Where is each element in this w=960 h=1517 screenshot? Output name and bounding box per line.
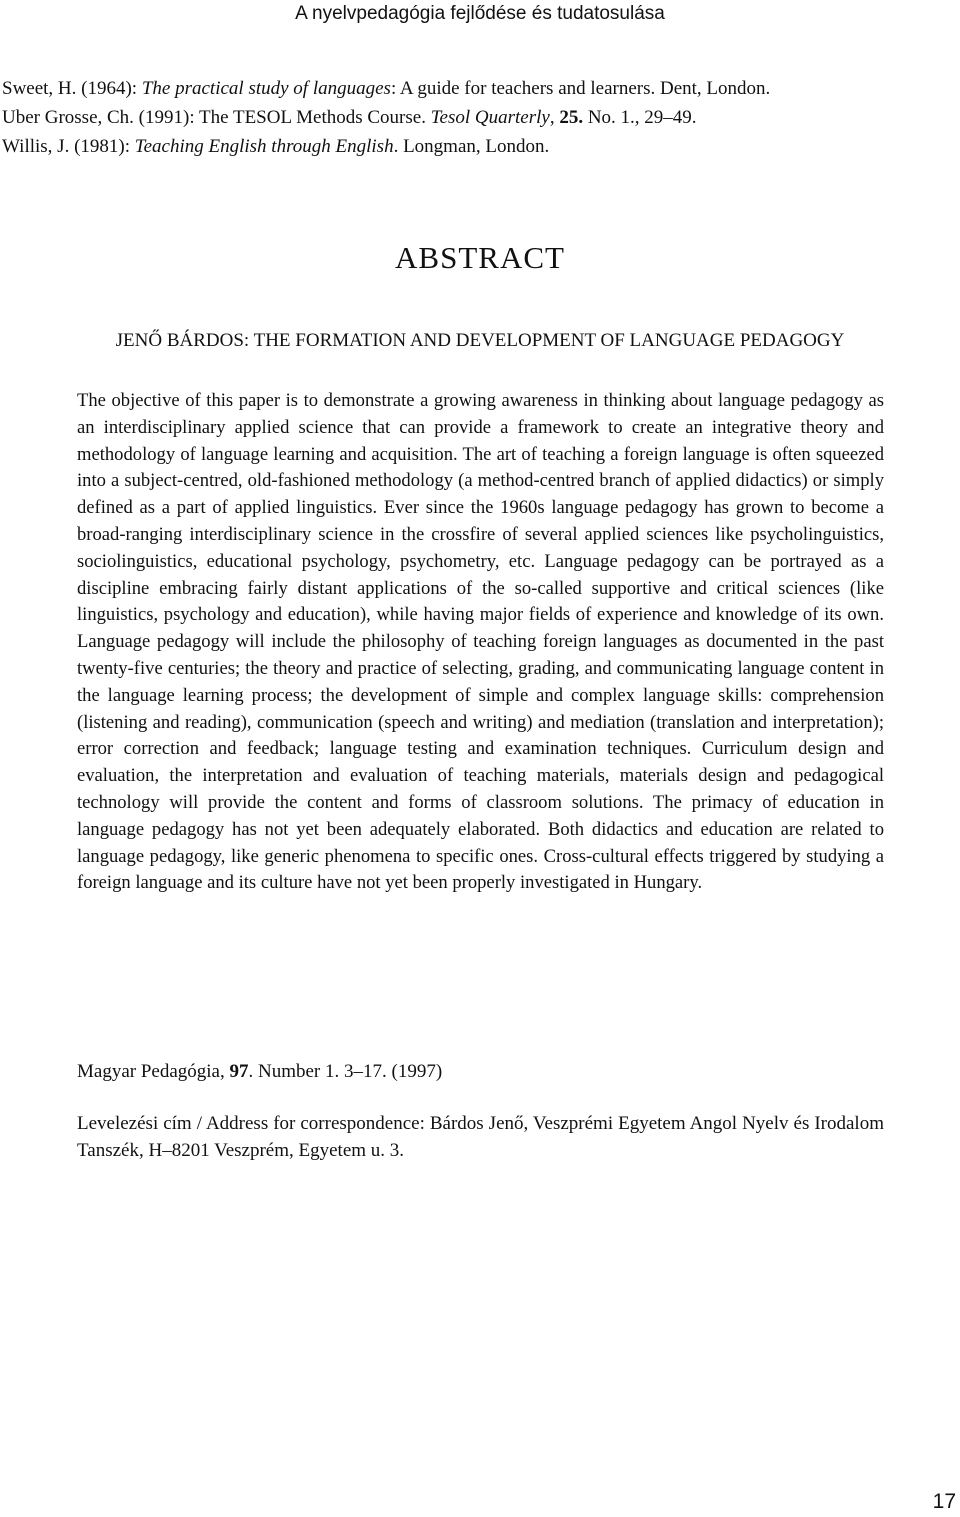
reference-list bbox=[2, 74, 902, 161]
page-number: 17 bbox=[932, 1490, 956, 1513]
reference-item: Uber Grosse, Ch. (1991): The TESOL Methods Course. Tesol Quarterly, 25. No. 1., 29–49. bbox=[2, 107, 697, 128]
reference-item: Sweet, H. (1964): The practical study of languages: A guide for teachers and learners. Dent, London. bbox=[2, 78, 771, 99]
abstract-subtitle: JENŐ BÁRDOS: THE FORMATION AND DEVELOPMENT OF LANGUAGE PEDAGOGY bbox=[115, 330, 845, 351]
journal-citation: Magyar Pedagógia, 97. Number 1. 3–17. (1997) bbox=[77, 1061, 443, 1082]
abstract-body: The objective of this paper is to demonstrate a growing awareness in thinking about language pedagogy as an interdisciplinary applied science that can provide a framework to create an integrative theory and methodology of language learning and acquisition. The art of teaching a foreign language is often squeezed into a subject-centred, old-fashioned methodology (a method-centred branch of applied didactics) or simply defined as a part of applied linguistics. Ever since the 1960s language pedagogy has grown to become a broad-ranging interdisciplinary science in the crossfire of several applied sciences like psycholinguistics, sociolinguistics, educational psychology, psychometry, etc. Language pedagogy can be portrayed as a discipline embracing fairly distant applications of the so-called supportive and critical sciences (like linguistics, psychology and education), while having major fields of experience and knowledge of its own. Language pedagogy will include the philosophy of teaching foreign languages as documented in the past twenty-five centuries; the theory and practice of selecting, grading, and communicating language content in the language learning process; the development of simple and complex language skills: comprehension (listening and reading), communication (speech and writing) and mediation (translation and interpretation); error correction and feedback; language testing and examination techniques. Curriculum design and evaluation, the interpretation and evaluation of teaching materials, materials design and pedagogical technology will provide the content and forms of classroom solutions. The primacy of education in language pedagogy has not yet been adequately elaborated. Both didactics and education are related to language pedagogy, like generic phenomena to specific ones. Cross-cultural effects triggered by studying a foreign language and its culture have not yet been properly investigated in Hungary. bbox=[77, 390, 884, 894]
reference-title: The practical study of languages bbox=[141, 78, 391, 99]
running-header: A nyelvpedagógia fejlődése és tudatosulása bbox=[295, 3, 665, 24]
reference-volume: 25. bbox=[559, 107, 584, 128]
correspondence-address: Levelezési cím / Address for correspondence: Bárdos Jenő, Veszprémi Egyetem Angol Nyelv és Irodalom Tanszék, H–8201 Veszprém, Egyetem u. 3. bbox=[77, 1113, 884, 1161]
reference-item: Willis, J. (1981): Teaching English through English. Longman, London. bbox=[2, 136, 550, 157]
abstract-heading: ABSTRACT bbox=[395, 240, 565, 275]
reference-title: Teaching English through English bbox=[134, 136, 394, 157]
journal-volume: 97 bbox=[229, 1061, 249, 1082]
reference-journal: Tesol Quarterly bbox=[430, 107, 550, 128]
